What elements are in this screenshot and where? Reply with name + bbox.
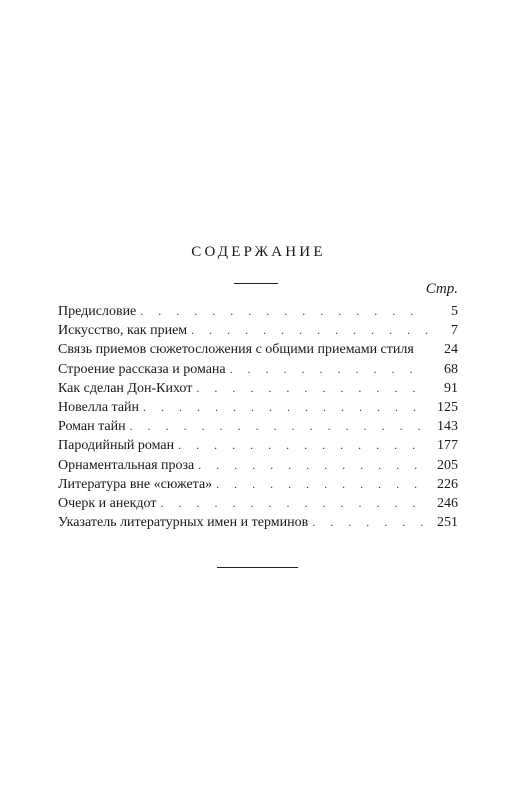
dot-leader <box>143 398 428 417</box>
toc-entry-page: 7 <box>451 323 458 339</box>
toc-entry[interactable] <box>58 379 458 398</box>
toc-entry-label: Пародийный роман <box>58 438 175 454</box>
toc-entry[interactable] <box>58 360 458 379</box>
dot-leader <box>196 379 428 398</box>
toc-entry[interactable] <box>58 398 458 417</box>
toc-entry[interactable] <box>58 456 458 475</box>
toc-entry[interactable] <box>58 340 458 359</box>
toc-entry[interactable] <box>58 475 458 494</box>
toc-entry-page: 246 <box>437 495 458 511</box>
toc-title: СОДЕРЖАНИЕ <box>191 244 326 260</box>
dot-leader <box>140 302 428 321</box>
toc-entry-label: Очерк и анекдот <box>58 495 157 511</box>
toc-list <box>58 302 458 532</box>
toc-entry-page: 251 <box>437 515 458 531</box>
dot-leader <box>130 417 428 436</box>
title-divider <box>234 283 278 284</box>
dot-leader <box>216 475 428 494</box>
closing-divider <box>217 567 298 568</box>
toc-entry-label: Как сделан Дон-Кихот <box>58 380 193 396</box>
toc-entry-page: 205 <box>437 457 458 473</box>
dot-leader <box>191 321 428 340</box>
toc-entry[interactable] <box>58 513 458 532</box>
toc-entry-label: Новелла тайн <box>58 399 140 415</box>
toc-entry-label: Связь приемов сюжетосложения с общими приемами стиля <box>58 342 414 358</box>
toc-entry[interactable] <box>58 321 458 340</box>
toc-entry-page: 5 <box>451 304 458 319</box>
page-column-header: Стр. <box>425 281 458 297</box>
dot-leader <box>160 494 428 513</box>
toc-entry-label: Предисловие <box>58 304 137 319</box>
toc-entry[interactable] <box>58 302 458 321</box>
dot-leader <box>198 456 428 475</box>
dot-leader <box>312 513 428 532</box>
dot-leader <box>230 360 428 379</box>
toc-entry-label: Роман тайн <box>58 419 126 435</box>
toc-entry-label: Орнаментальная проза <box>58 457 195 473</box>
toc-entry[interactable] <box>58 417 458 436</box>
toc-entry-page: 125 <box>437 399 458 415</box>
toc-entry-label: Указатель литературных имен и терминов <box>58 515 309 531</box>
toc-entry-page: 143 <box>437 419 458 435</box>
toc-entry[interactable] <box>58 494 458 513</box>
toc-entry-page: 91 <box>444 380 458 396</box>
toc-entry-page: 177 <box>437 438 458 454</box>
dot-leader <box>178 436 428 455</box>
toc-entry[interactable] <box>58 436 458 455</box>
toc-entry-page: 68 <box>444 361 458 377</box>
toc-entry-label: Строение рассказа и романа <box>58 361 226 377</box>
toc-entry-page: 226 <box>437 476 458 492</box>
toc-entry-page: 24 <box>444 342 458 358</box>
toc-entry-label: Искусство, как прием <box>58 323 188 339</box>
toc-entry-label: Литература вне «сюжета» <box>58 476 213 492</box>
